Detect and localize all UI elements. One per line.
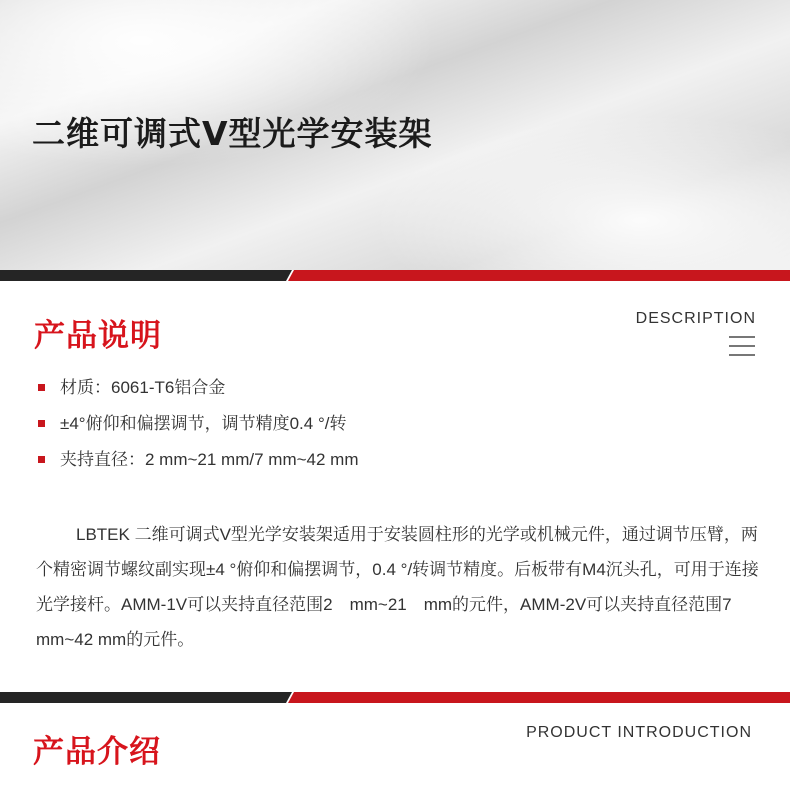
description-section-subtitle: DESCRIPTION — [635, 310, 756, 327]
spec-item-text: ±4°俯仰和偏摆调节，调节精度0.4 °/转 — [60, 414, 347, 433]
introduction-section-subtitle: PRODUCT INTRODUCTION — [526, 724, 752, 741]
page-title: 二维可调式V型光学安装架 — [32, 114, 433, 153]
introduction-section-title: 产品介绍 — [33, 734, 161, 770]
bullet-square-icon — [38, 420, 45, 427]
menu-icon[interactable] — [729, 336, 755, 356]
bullet-square-icon — [38, 384, 45, 391]
divider-dark-segment — [0, 692, 292, 703]
divider-red-segment — [288, 692, 790, 703]
menu-icon-line — [729, 336, 755, 338]
hero-banner — [0, 0, 790, 270]
spec-item — [38, 448, 359, 484]
spec-list — [38, 376, 359, 484]
spec-item — [38, 412, 359, 448]
menu-icon-line — [729, 345, 755, 347]
divider-dark-segment — [0, 270, 292, 281]
spec-item — [38, 376, 359, 412]
section-divider-bar — [0, 270, 790, 281]
description-section-title: 产品说明 — [34, 318, 162, 354]
menu-icon-line — [729, 354, 755, 356]
spec-item-text: 夹持直径：2 mm~21 mm/7 mm~42 mm — [60, 450, 359, 469]
divider-red-segment — [288, 270, 790, 281]
bullet-square-icon — [38, 456, 45, 463]
section-divider-bar — [0, 692, 790, 703]
spec-item-text: 材质：6061-T6铝合金 — [60, 378, 226, 397]
product-description-paragraph: LBTEK 二维可调式V型光学安装架适用于安装圆柱形的光学或机械元件，通过调节压臂，两个精密调节螺纹副实现±4 °俯仰和偏摆调节，0.4 °/转调节精度。后板带有M4沉头孔，可用于连接光学接杆。AMM-1V可以夹持直径范围2 mm~21 mm的元件，AMM-2V可以夹持直径范围7 mm~42 mm的元件。 — [36, 525, 759, 649]
